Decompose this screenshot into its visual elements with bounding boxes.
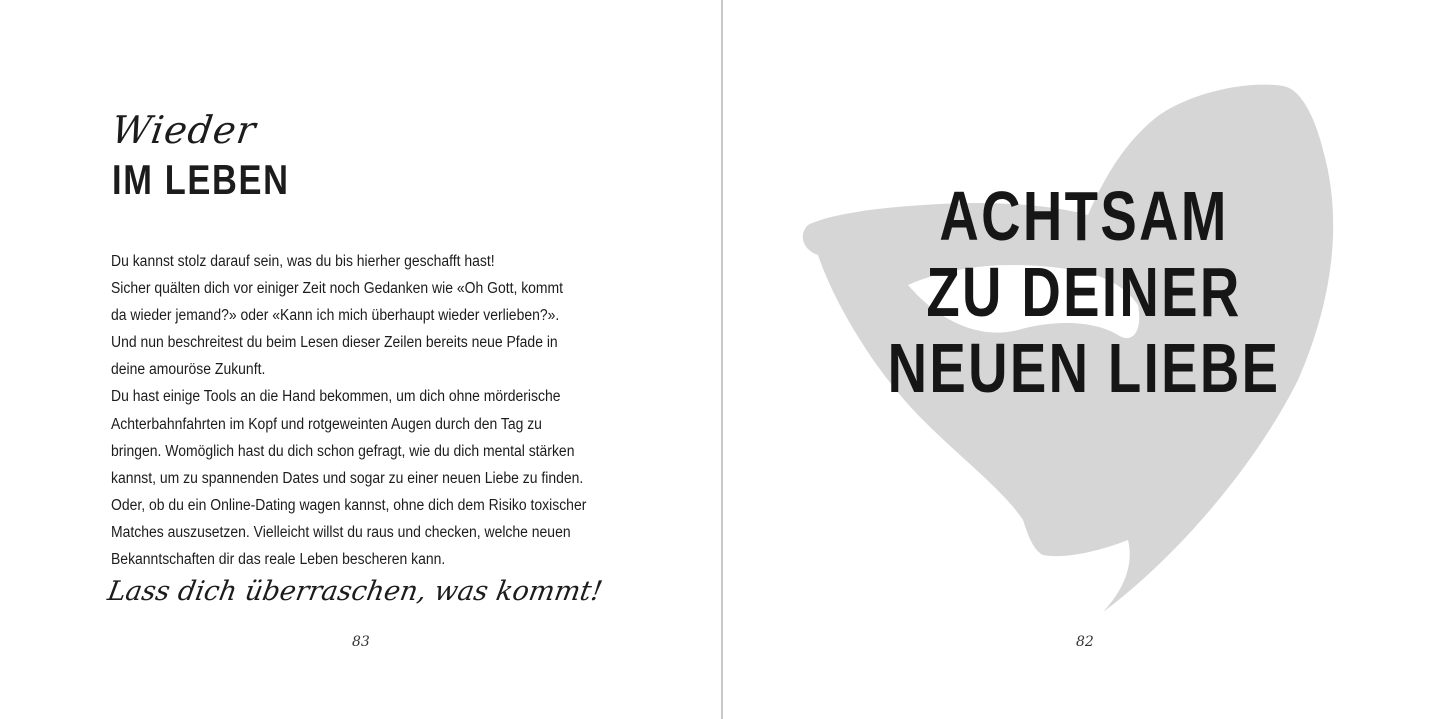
page-number-left: 83 [352,634,370,650]
body-line: Achterbahnfahrten im Kopf und rotgeweinten Augen durch den Tag zu [111,415,542,433]
body-line: kannst, um zu spannenden Dates und sogar zu einer neuen Liebe zu finden. [111,469,584,487]
headline-line: NEUEN LIEBE [887,329,1281,407]
headline [723,178,1445,406]
title-script: Wieder [108,108,260,152]
body-line: da wieder jemand?» oder «Kann ich mich überhaupt wieder verlieben?». [111,307,560,325]
body-line: Sicher quälten dich vor einiger Zeit noch Gedanken wie «Oh Gott, kommt [111,280,564,298]
right-page [723,0,1445,719]
body-line: Matches auszusetzen. Vielleicht willst du raus und checken, welche neuen [111,523,571,541]
body-line: Oder, ob du ein Online-Dating wagen kannst, ohne dich dem Risiko toxischer [111,496,587,514]
body-line: Und nun beschreitest du beim Lesen dieser Zeilen bereits neue Pfade in [111,334,558,352]
body-text [111,248,631,573]
left-page [0,0,721,719]
body-line: bringen. Womöglich hast du dich schon gefragt, wie du dich mental stärken [111,442,575,460]
page-number-right: 82 [1076,634,1094,650]
closing-script: Lass dich überraschen, was kommt! [105,576,605,607]
body-line: Du hast einige Tools an die Hand bekommen, um dich ohne mörderische [111,388,561,406]
headline-line: ACHTSAM [939,177,1229,255]
headline-line: ZU DEINER [926,253,1242,331]
body-line: Du kannst stolz darauf sein, was du bis hierher geschafft hast! [111,253,495,270]
body-line: deine amouröse Zukunft. [111,361,266,379]
title-caps: IM LEBEN [112,156,290,203]
body-line: Bekanntschaften dir das reale Leben bescheren kann. [111,551,446,569]
